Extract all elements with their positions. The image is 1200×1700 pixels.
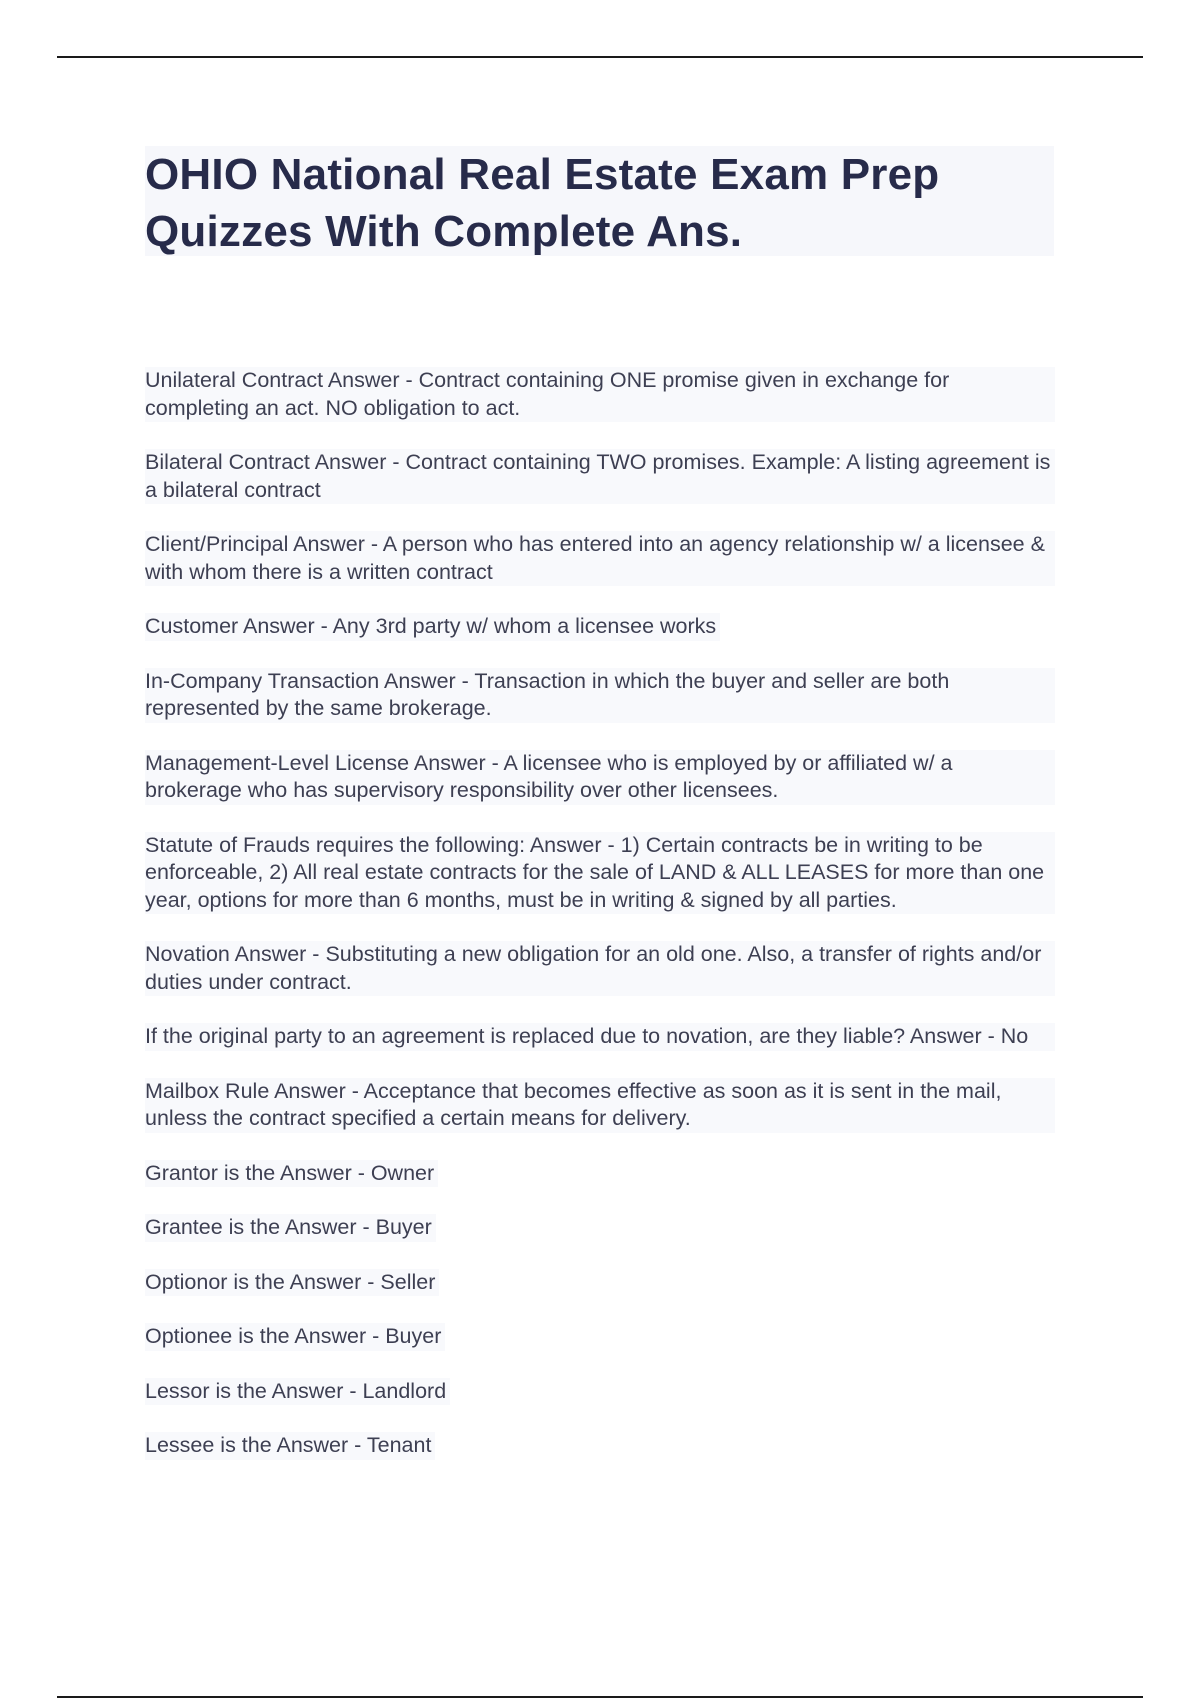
qa-entry: Lessee is the Answer - Tenant bbox=[145, 1432, 435, 1460]
qa-list bbox=[145, 367, 1055, 1487]
title-block bbox=[145, 146, 1054, 256]
qa-entry: Management-Level License Answer - A licensee who is employed by or affiliated w/ a brokerage who has supervisory responsibility over other licensees. bbox=[145, 750, 1055, 805]
page-title: OHIO National Real Estate Exam Prep Quizzes With Complete Ans. bbox=[145, 150, 940, 256]
qa-entry: Client/Principal Answer - A person who has entered into an agency relationship w/ a licensee & with whom there is a written contract bbox=[145, 531, 1055, 586]
bottom-rule bbox=[57, 1696, 1143, 1698]
qa-entry: Bilateral Contract Answer - Contract containing TWO promises. Example: A listing agreement is a bilateral contract bbox=[145, 449, 1055, 504]
qa-entry: In-Company Transaction Answer - Transaction in which the buyer and seller are both represented by the same brokerage. bbox=[145, 668, 1055, 723]
qa-entry: Grantor is the Answer - Owner bbox=[145, 1160, 438, 1188]
qa-entry: Lessor is the Answer - Landlord bbox=[145, 1378, 450, 1406]
qa-entry: Customer Answer - Any 3rd party w/ whom a licensee works bbox=[145, 613, 720, 641]
qa-entry: Novation Answer - Substituting a new obligation for an old one. Also, a transfer of rights and/or duties under contract. bbox=[145, 941, 1055, 996]
qa-entry: Statute of Frauds requires the following: Answer - 1) Certain contracts be in writing to be enforceable, 2) All real estate contracts for the sale of LAND & ALL LEASES for more than one year, options for more than 6 months, must be in writing & signed by all parties. bbox=[145, 832, 1055, 915]
qa-entry: Mailbox Rule Answer - Acceptance that becomes effective as soon as it is sent in the mail, unless the contract specified a certain means for delivery. bbox=[145, 1078, 1055, 1133]
top-rule bbox=[57, 56, 1143, 58]
qa-entry: Optionee is the Answer - Buyer bbox=[145, 1323, 445, 1351]
qa-entry: Grantee is the Answer - Buyer bbox=[145, 1214, 436, 1242]
qa-entry: Optionor is the Answer - Seller bbox=[145, 1269, 439, 1297]
qa-entry: Unilateral Contract Answer - Contract containing ONE promise given in exchange for completing an act. NO obligation to act. bbox=[145, 367, 1055, 422]
qa-entry: If the original party to an agreement is replaced due to novation, are they liable? Answer - No bbox=[145, 1023, 1055, 1051]
